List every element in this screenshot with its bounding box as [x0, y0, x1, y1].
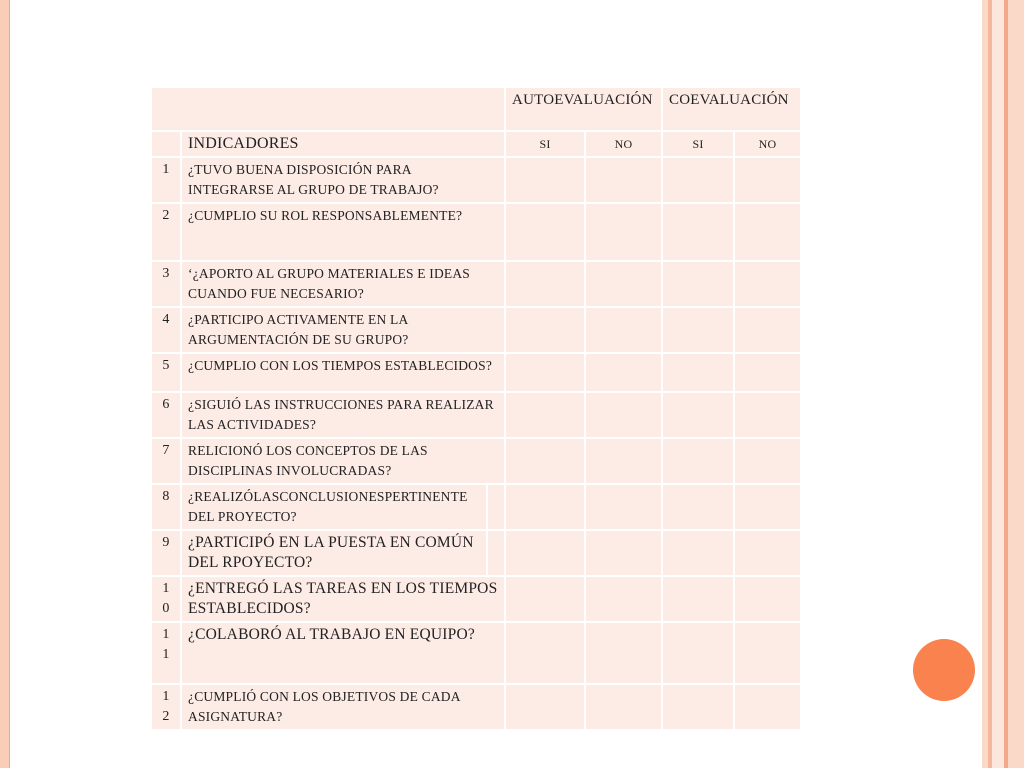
indicator-text: ¿COLABORÓ AL TRABAJO EN EQUIPO? — [181, 622, 505, 684]
co-no-cell — [734, 203, 801, 261]
spacer-cell — [487, 530, 505, 576]
auto-no-cell — [585, 353, 662, 392]
auto-no-cell — [585, 203, 662, 261]
co-si-cell — [662, 622, 734, 684]
auto-no-cell — [585, 484, 662, 530]
co-si-cell — [662, 530, 734, 576]
indicator-text: ¿CUMPLIO SU ROL RESPONSABLEMENTE? — [181, 203, 505, 261]
co-si-cell — [662, 484, 734, 530]
row-number: 4 — [151, 307, 181, 353]
row-number: 3 — [151, 261, 181, 307]
table-row — [151, 484, 801, 530]
co-no-cell — [734, 622, 801, 684]
co-no-cell — [734, 392, 801, 438]
co-si-cell — [662, 353, 734, 392]
table-row — [151, 530, 801, 576]
auto-no-cell — [585, 157, 662, 203]
table-row — [151, 392, 801, 438]
row-number: 10 — [151, 576, 181, 622]
co-si-header: SI — [662, 131, 734, 157]
num-header-cell — [151, 131, 181, 157]
table-row — [151, 307, 801, 353]
table-row — [151, 157, 801, 203]
co-no-cell — [734, 157, 801, 203]
co-no-header: NO — [734, 131, 801, 157]
table-row — [151, 438, 801, 484]
indicator-text: ¿ENTREGÓ LAS TAREAS EN LOS TIEMPOS ESTABLECIDOS? — [181, 576, 505, 622]
auto-no-cell — [585, 261, 662, 307]
co-no-cell — [734, 307, 801, 353]
evaluation-table — [150, 86, 802, 731]
auto-si-cell — [505, 157, 585, 203]
auto-no-cell — [585, 307, 662, 353]
auto-si-cell — [505, 622, 585, 684]
co-no-cell — [734, 484, 801, 530]
indicadores-header: INDICADORES — [181, 131, 505, 157]
co-no-cell — [734, 530, 801, 576]
auto-no-cell — [585, 438, 662, 484]
row-number: 5 — [151, 353, 181, 392]
auto-si-cell — [505, 576, 585, 622]
co-no-cell — [734, 438, 801, 484]
indicator-text: ¿SIGUIÓ LAS INSTRUCCIONES PARA REALIZAR LAS ACTIVIDADES? — [181, 392, 505, 438]
auto-si-cell — [505, 261, 585, 307]
co-si-cell — [662, 438, 734, 484]
table-row — [151, 261, 801, 307]
auto-no-cell — [585, 576, 662, 622]
indicator-text: ¿TUVO BUENA DISPOSICIÓN PARA INTEGRARSE AL GRUPO DE TRABAJO? — [181, 157, 505, 203]
auto-no-cell — [585, 530, 662, 576]
table-row — [151, 684, 801, 730]
header-blank-cell — [151, 87, 505, 131]
orange-circle-decoration — [913, 639, 975, 701]
co-si-cell — [662, 392, 734, 438]
left-frame-line — [9, 0, 10, 768]
co-no-cell — [734, 576, 801, 622]
auto-si-cell — [505, 530, 585, 576]
co-no-cell — [734, 353, 801, 392]
indicator-text: ¿PARTICIPÓ EN LA PUESTA EN COMÚN DEL RPOYECTO? — [181, 530, 487, 576]
table-row — [151, 622, 801, 684]
auto-si-header: SI — [505, 131, 585, 157]
auto-si-cell — [505, 684, 585, 730]
co-si-cell — [662, 157, 734, 203]
header-row-1 — [151, 87, 801, 131]
indicator-text: ¿CUMPLIO CON LOS TIEMPOS ESTABLECIDOS? — [181, 353, 505, 392]
auto-no-cell — [585, 622, 662, 684]
indicator-text: ¿PARTICIPO ACTIVAMENTE EN LA ARGUMENTACIÓN DE SU GRUPO? — [181, 307, 505, 353]
indicator-text: ¿CUMPLIÓ CON LOS OBJETIVOS DE CADA ASIGNATURA? — [181, 684, 505, 730]
row-number: 9 — [151, 530, 181, 576]
auto-no-header: NO — [585, 131, 662, 157]
auto-si-cell — [505, 353, 585, 392]
header-row-2 — [151, 131, 801, 157]
left-frame-bar — [0, 0, 9, 768]
auto-si-cell — [505, 438, 585, 484]
auto-si-cell — [505, 484, 585, 530]
row-number: 6 — [151, 392, 181, 438]
table-row — [151, 576, 801, 622]
row-number: 12 — [151, 684, 181, 730]
coevaluacion-header: COEVALUACIÓN — [662, 87, 801, 131]
right-frame-stripes — [982, 0, 1024, 768]
row-number: 1 — [151, 157, 181, 203]
co-si-cell — [662, 684, 734, 730]
auto-si-cell — [505, 307, 585, 353]
table-row — [151, 353, 801, 392]
row-number: 2 — [151, 203, 181, 261]
auto-no-cell — [585, 684, 662, 730]
co-si-cell — [662, 576, 734, 622]
autoevaluacion-header: AUTOEVALUACIÓN — [505, 87, 662, 131]
indicator-text: ¿REALIZÓLASCONCLUSIONESPERTINENTE DEL PROYECTO? — [181, 484, 487, 530]
row-number: 8 — [151, 484, 181, 530]
co-no-cell — [734, 261, 801, 307]
row-number: 11 — [151, 622, 181, 684]
spacer-cell — [487, 484, 505, 530]
auto-no-cell — [585, 392, 662, 438]
table-row — [151, 203, 801, 261]
row-number: 7 — [151, 438, 181, 484]
co-no-cell — [734, 684, 801, 730]
indicator-text: RELICIONÓ LOS CONCEPTOS DE LAS DISCIPLINAS INVOLUCRADAS? — [181, 438, 505, 484]
co-si-cell — [662, 203, 734, 261]
indicator-text: ‘¿APORTO AL GRUPO MATERIALES E IDEAS CUANDO FUE NECESARIO? — [181, 261, 505, 307]
auto-si-cell — [505, 203, 585, 261]
auto-si-cell — [505, 392, 585, 438]
co-si-cell — [662, 261, 734, 307]
co-si-cell — [662, 307, 734, 353]
